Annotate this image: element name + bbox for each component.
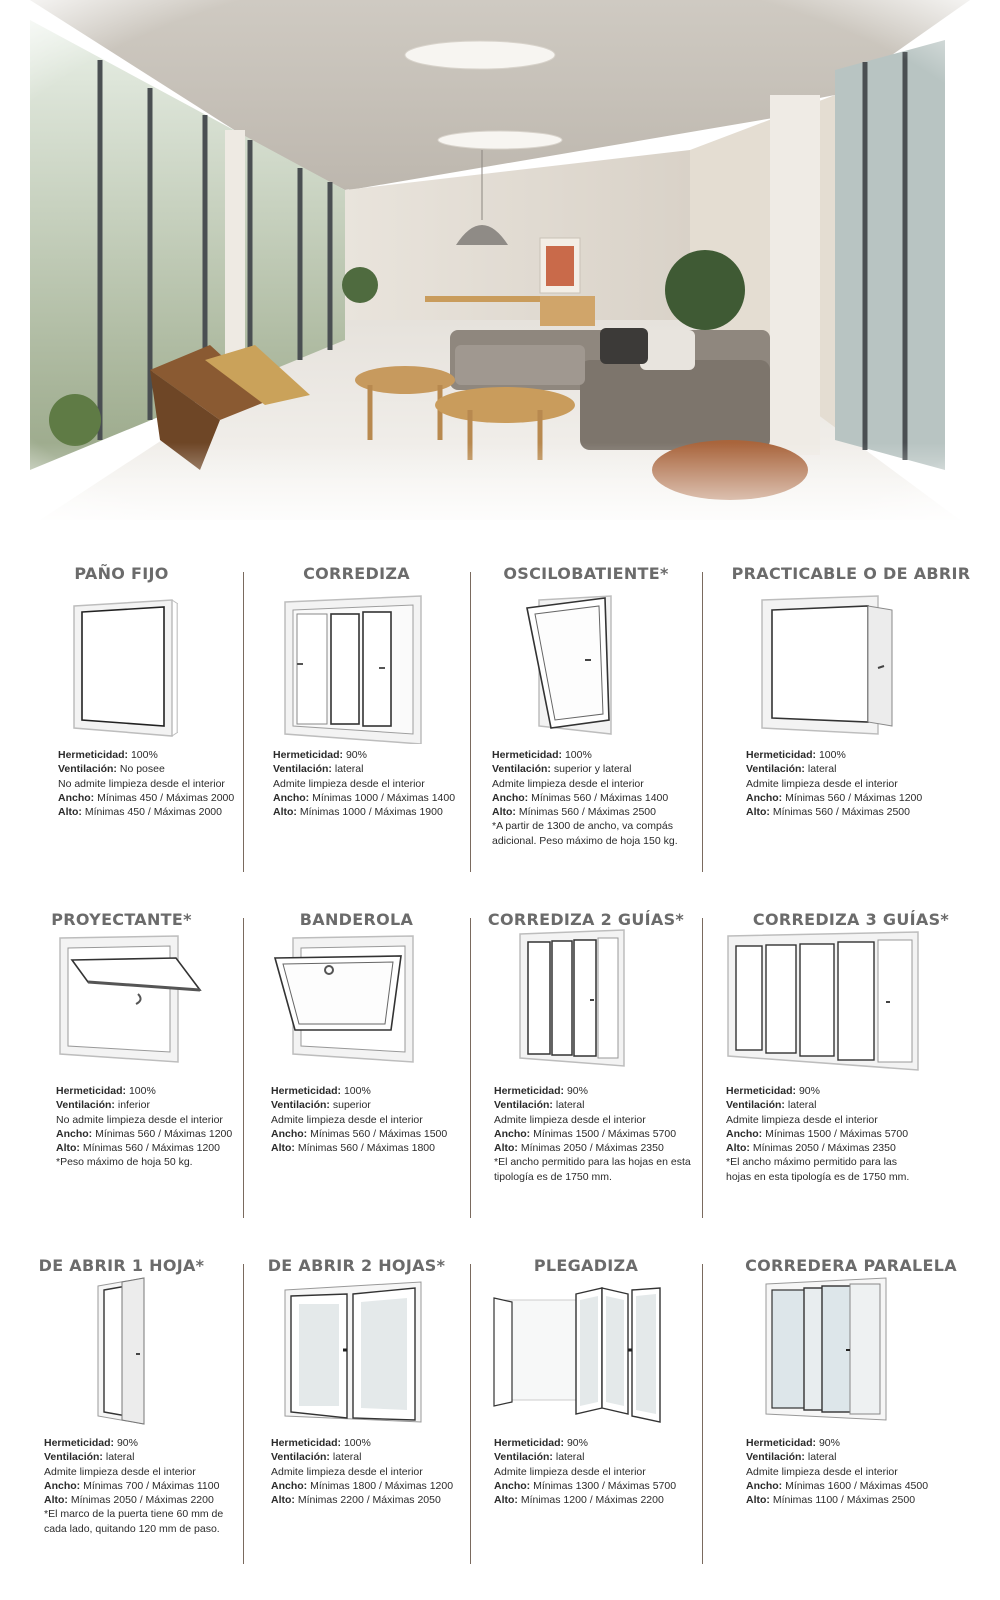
- awning-window-icon: [58, 934, 208, 1064]
- window-specs: Hermeticidad: 100% Ventilación: lateral Admite limpieza desde el interior Ancho: Mínimas 560 / Máximas 1200 Alto: Mínimas 560 / Máximas 2500: [746, 749, 923, 819]
- window-card-corrediza: [243, 548, 470, 888]
- window-title: DE ABRIR 1 HOJA*: [38, 1256, 205, 1275]
- window-specs: Hermeticidad: 100% Ventilación: inferior No admite limpieza desde el interior Ancho: Mínimas 560 / Máximas 1200 Alto: Mínimas 560 / Máximas 1200 *Peso máximo de hoja 50 kg.: [56, 1085, 233, 1169]
- window-specs: Hermeticidad: 100% Ventilación: No posee No admite limpieza desde el interior Ancho: Mínimas 450 / Máximas 2000 Alto: Mínimas 450 / Máximas 2000: [58, 749, 235, 819]
- parallel-sliding-door-icon: [764, 1276, 889, 1421]
- window-title: CORREDIZA 3 GUÍAS*: [752, 910, 950, 929]
- window-title: DE ABRIR 2 HOJAS*: [267, 1256, 446, 1275]
- window-types-catalog: [0, 548, 1000, 1600]
- window-specs: Hermeticidad: 90% Ventilación: lateral Admite limpieza desde el interior Ancho: Mínimas 1300 / Máximas 5700 Alto: Mínimas 1200 / Máximas 2200: [494, 1437, 677, 1507]
- hopper-window-icon: [273, 934, 418, 1064]
- window-card-proyectante: [0, 894, 243, 1234]
- window-card-corredera-paralela: [702, 1240, 1000, 1580]
- window-title: PLEGADIZA: [533, 1256, 639, 1275]
- window-card-corrediza-2-guias: [470, 894, 702, 1234]
- window-specs: Hermeticidad: 100% Ventilación: superior y lateral Admite limpieza desde el interior Ancho: Mínimas 560 / Máximas 1400 Alto: Mínimas 560 / Máximas 2500 *A partir de 1300 de ancho, va compás adicional. Peso máximo de hoja 150 kg.: [492, 749, 678, 847]
- sliding-3-track-window-icon: [726, 930, 921, 1075]
- window-specs: Hermeticidad: 90% Ventilación: lateral Admite limpieza desde el interior Ancho: Mínimas 1600 / Máximas 4500 Alto: Mínimas 1100 / Máximas 2500: [746, 1437, 929, 1507]
- fixed-window-icon: [68, 598, 178, 738]
- window-specs: Hermeticidad: 90% Ventilación: lateral Admite limpieza desde el interior Ancho: Mínimas 1500 / Máximas 5700 Alto: Mínimas 2050 / Máximas 2350 *El ancho permitido para las hojas en esta tipología es de 1750 mm.: [494, 1085, 691, 1183]
- window-specs: Hermeticidad: 90% Ventilación: lateral Admite limpieza desde el interior Ancho: Mínimas 1500 / Máximas 5700 Alto: Mínimas 2050 / Máximas 2350 *El ancho máximo permitido para las hojas en esta tipología es de 1750 mm.: [726, 1085, 910, 1183]
- window-specs: Hermeticidad: 100% Ventilación: superior Admite limpieza desde el interior Ancho: Mínimas 560 / Máximas 1500 Alto: Mínimas 560 / Máximas 1800: [271, 1085, 448, 1155]
- window-title: CORREDIZA: [303, 564, 410, 583]
- sliding-2-track-window-icon: [518, 928, 628, 1068]
- window-card-oscilobatiente: [470, 548, 702, 888]
- catalog-row-3: [0, 1240, 1000, 1580]
- window-title: CORREDERA PARALELA: [745, 1256, 957, 1275]
- catalog-row-1: [0, 548, 1000, 888]
- window-title: BANDEROLA: [299, 910, 414, 929]
- casement-window-icon: [760, 594, 895, 739]
- window-card-practicable: [702, 548, 1000, 888]
- window-card-de-abrir-2-hojas: [243, 1240, 470, 1580]
- window-specs: Hermeticidad: 90% Ventilación: lateral Admite limpieza desde el interior Ancho: Mínimas 700 / Máximas 1100 Alto: Mínimas 2050 / Máximas 2200 *El marco de la puerta tiene 60 mm de cada lado, quitando 120 mm de paso.: [44, 1437, 224, 1535]
- window-title: CORREDIZA 2 GUÍAS*: [487, 910, 685, 929]
- catalog-row-2: [0, 894, 1000, 1234]
- sliding-window-icon: [281, 594, 426, 744]
- double-door-icon: [281, 1280, 426, 1425]
- window-title: OSCILOBATIENTE*: [503, 564, 669, 583]
- window-specs: Hermeticidad: 90% Ventilación: lateral Admite limpieza desde el interior Ancho: Mínimas 1000 / Máximas 1400 Alto: Mínimas 1000 / Máximas 1900: [273, 749, 456, 819]
- single-door-icon: [96, 1276, 156, 1426]
- hero-living-room-photo: [0, 0, 1000, 540]
- window-title: PRACTICABLE O DE ABRIR: [731, 564, 971, 583]
- window-specs: Hermeticidad: 100% Ventilación: lateral Admite limpieza desde el interior Ancho: Mínimas 1800 / Máximas 1200 Alto: Mínimas 2200 / Máximas 2050: [271, 1437, 454, 1507]
- living-room-illustration: [0, 0, 1000, 540]
- window-title: PROYECTANTE*: [51, 910, 192, 929]
- window-title: PAÑO FIJO: [74, 564, 169, 583]
- folding-door-icon: [492, 1286, 662, 1426]
- window-card-banderola: [243, 894, 470, 1234]
- tilt-turn-window-icon: [525, 594, 625, 739]
- window-card-pano-fijo: [0, 548, 243, 888]
- window-card-corrediza-3-guias: [702, 894, 1000, 1234]
- window-card-de-abrir-1-hoja: [0, 1240, 243, 1580]
- window-card-plegadiza: [470, 1240, 702, 1580]
